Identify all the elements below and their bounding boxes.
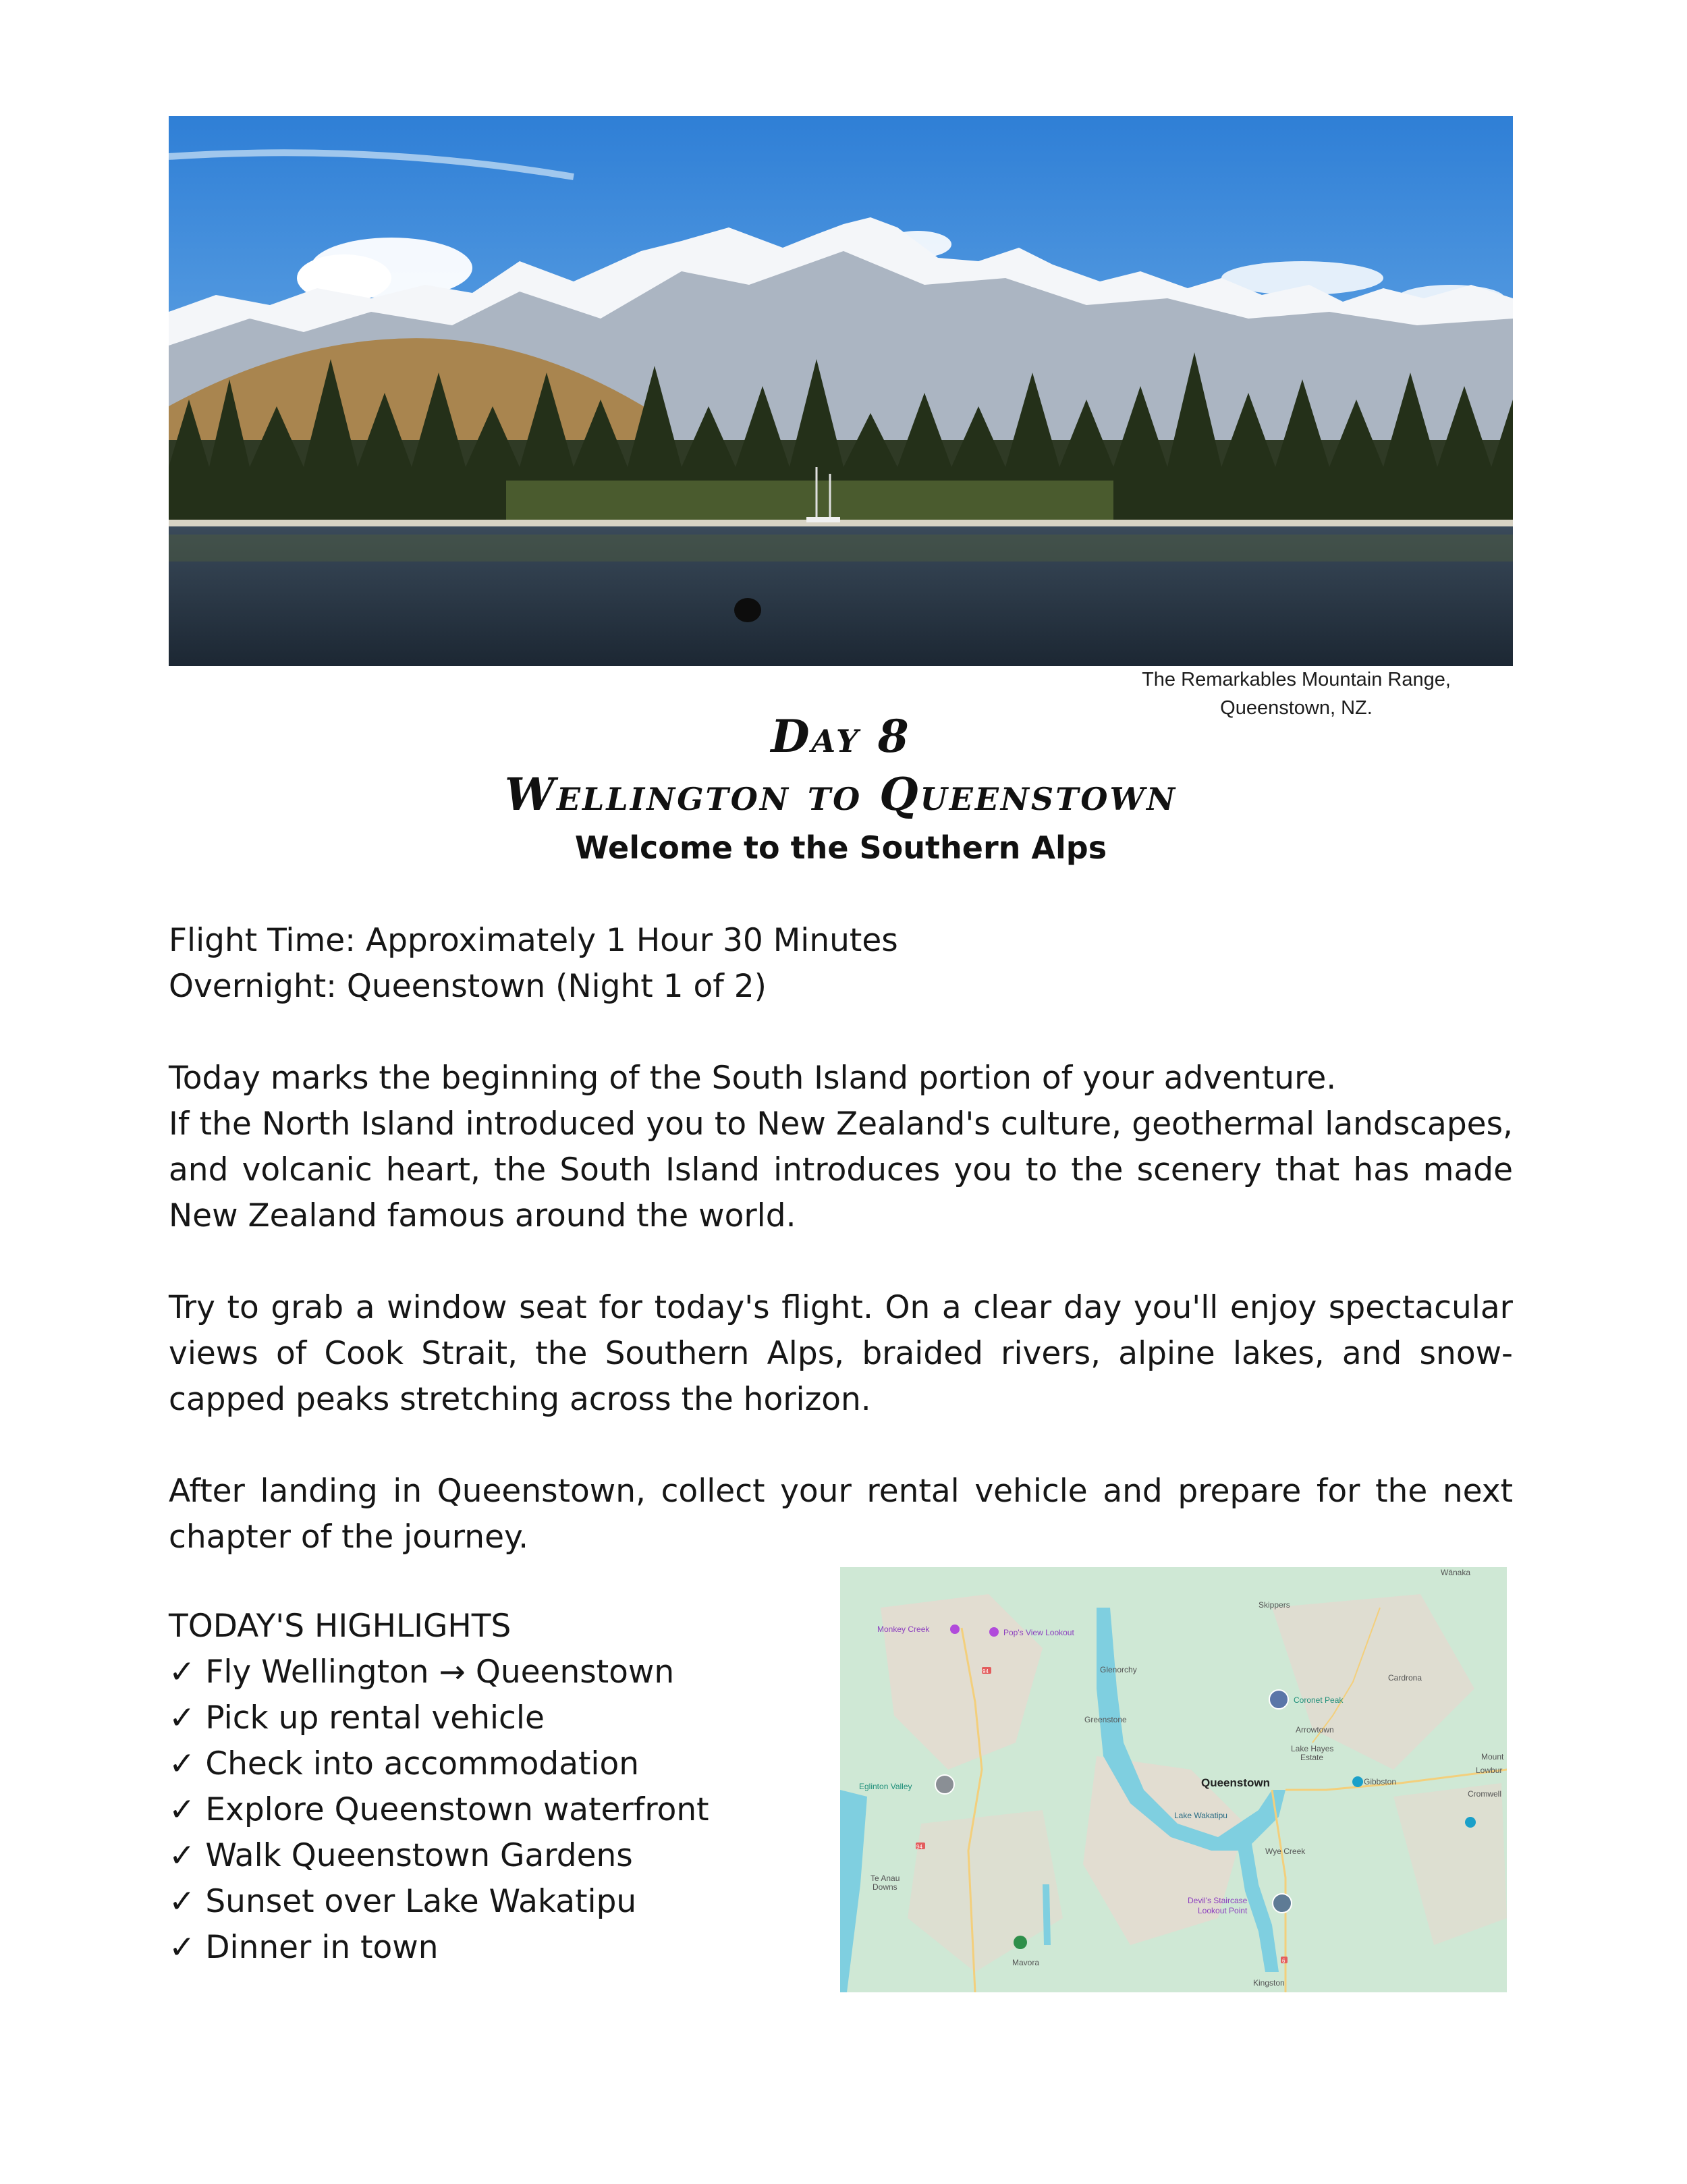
map-label-lake-wakatipu: Lake Wakatipu [1174, 1811, 1227, 1820]
list-item: ✓ Fly Wellington → Queenstown [169, 1654, 675, 1691]
map-label-wye-creek: Wye Creek [1265, 1847, 1306, 1856]
landing-text: After landing in Queenstown, collect your rental vehicle and prepare for the next chapter of the journey. [169, 1473, 1513, 1556]
map-label-te-anau: Te Anau [870, 1874, 900, 1883]
map-label-lookout-point: Lookout Point [1198, 1906, 1248, 1915]
map-label-glenorchy: Glenorchy [1100, 1665, 1137, 1674]
map-label-cardrona: Cardrona [1388, 1673, 1422, 1683]
map-label-greenstone: Greenstone [1084, 1715, 1127, 1724]
landing-paragraph [169, 1469, 1513, 1560]
subtitle: Welcome to the Southern Alps [574, 829, 1107, 866]
caption-line: The Remarkables Mountain Range, [1142, 669, 1451, 690]
overnight: Overnight: Queenstown (Night 1 of 2) [169, 968, 767, 1005]
map-label-cromwell: Cromwell [1468, 1789, 1502, 1799]
map-label-kingston: Kingston [1253, 1978, 1285, 1988]
map-label-devils-staircase: Devil's Staircase [1188, 1896, 1248, 1905]
map-label-queenstown: Queenstown [1201, 1776, 1271, 1789]
list-item: ✓ Check into accommodation [169, 1745, 640, 1782]
map-label-arrowtown: Arrowtown [1296, 1725, 1334, 1735]
list-item: ✓ Sunset over Lake Wakatipu [169, 1883, 637, 1920]
intro-first-line: Today marks the beginning of the South Island portion of your adventure. [169, 1060, 1337, 1097]
area-map [840, 1567, 1507, 1992]
list-item: ✓ Dinner in town [169, 1929, 439, 1966]
map-label-downs: Downs [873, 1882, 897, 1892]
map-label-gibbston: Gibbston [1364, 1777, 1397, 1786]
window-seat-text: Try to grab a window seat for today's flight. On a clear day you'll enjoy spectacular views of Cook Strait, the Southern Alps, braided rivers, alpine lakes, and snow-capped peaks stretching across the horizon. [169, 1289, 1513, 1418]
map-label-skippers: Skippers [1259, 1600, 1290, 1610]
list-item: ✓ Explore Queenstown waterfront [169, 1791, 709, 1828]
trip-info [169, 918, 1513, 1010]
intro-paragraph [169, 1056, 1513, 1239]
intro-body: If the North Island introduced you to New Zealand's culture, geothermal landscapes, and volcanic heart, the South Island introduces you to the scenery that has made New Zealand famous around the world. [169, 1105, 1513, 1234]
hero-photo [169, 116, 1513, 666]
route-title: Wellington to Queenstown [504, 768, 1178, 821]
window-seat-paragraph [169, 1285, 1513, 1423]
list-item: ✓ Pick up rental vehicle [169, 1699, 545, 1737]
map-label-coronet-peak: Coronet Peak [1294, 1695, 1344, 1705]
flight-time: Flight Time: Approximately 1 Hour 30 Minutes [169, 922, 898, 959]
map-label-monkey-creek: Monkey Creek [877, 1625, 930, 1634]
highlights-list [169, 1649, 830, 1971]
map-label-pops-view: Pop's View Lookout [1003, 1628, 1074, 1637]
route-shield: 6 [1282, 1958, 1285, 1964]
highlights [169, 1604, 830, 1971]
map-label-wanaka: Wānaka [1441, 1568, 1471, 1577]
map-label-estate: Estate [1300, 1753, 1324, 1762]
map-label-lowburn: Lowbur [1476, 1766, 1503, 1775]
day-title: Day 8 [771, 710, 911, 763]
route-shield: 94 [916, 1844, 922, 1850]
map-label-lake-hayes: Lake Hayes [1291, 1744, 1334, 1753]
route-shield: 94 [983, 1668, 989, 1674]
list-item: ✓ Walk Queenstown Gardens [169, 1837, 633, 1874]
highlights-title: TODAY'S HIGHLIGHTS [169, 1608, 511, 1645]
map-label-eglinton: Eglinton Valley [859, 1782, 912, 1791]
map-label-mount: Mount [1481, 1752, 1504, 1762]
map-label-mavora: Mavora [1012, 1958, 1040, 1967]
heading [169, 707, 1513, 869]
caption-line: Queenstown, NZ. [1220, 697, 1373, 719]
